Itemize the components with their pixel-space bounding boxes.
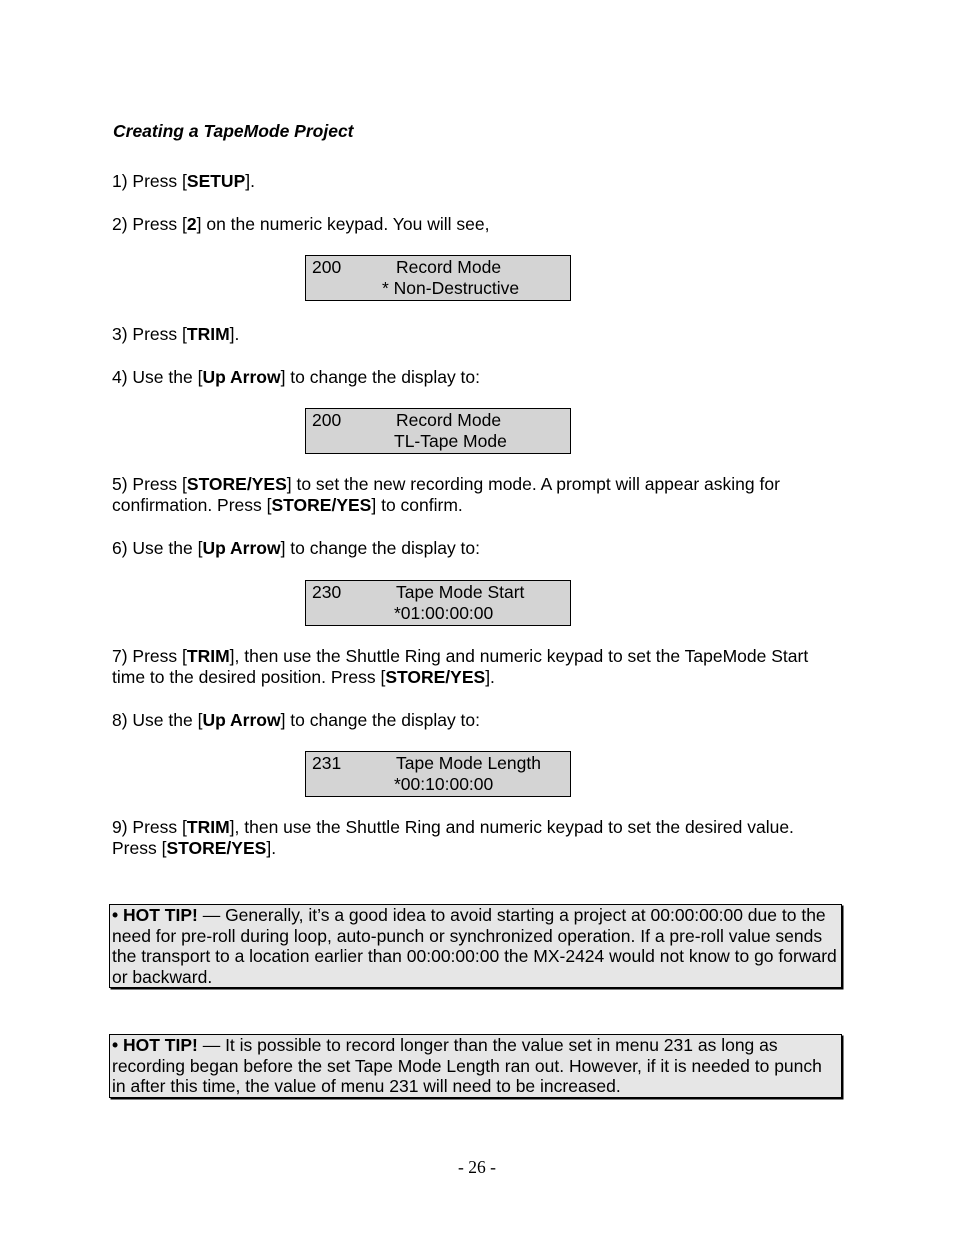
step-text: ], then use the Shuttle Ring and numeric keypad to set the desired value. Press [: [112, 817, 794, 858]
key-up-arrow: Up Arrow: [202, 367, 281, 387]
step-text: ] to confirm.: [371, 495, 463, 515]
menu-value: TL-Tape Mode: [394, 431, 507, 451]
step-text: ] on the numeric keypad. You will see,: [196, 214, 490, 234]
lcd-display-3: [305, 580, 571, 626]
key-store-yes: STORE/YES: [271, 495, 372, 515]
hot-tip-label: • HOT TIP!: [112, 905, 198, 925]
menu-name: Tape Mode Start: [396, 582, 525, 602]
key-store-yes: STORE/YES: [186, 474, 287, 494]
step-text: 1) Press [: [112, 171, 187, 191]
menu-number: 231: [312, 753, 342, 773]
menu-number: 200: [312, 410, 342, 430]
key-setup: SETUP: [186, 171, 246, 191]
key-store-yes: STORE/YES: [166, 838, 267, 858]
menu-value: * Non-Destructive: [382, 278, 520, 298]
step-text: ].: [245, 171, 255, 191]
key-trim: TRIM: [186, 646, 230, 666]
step-text: ], then use the Shuttle Ring and numeric keypad to set the TapeMode Start time to the desired position. Press [: [112, 646, 809, 687]
hot-tip-text: — Generally, it’s a good idea to avoid starting a project at 00:00:00:00 due to the need for pre-roll during loop, auto-punch or synchronized operation. If a pre-roll value sends the transport to a location earlier than 00:00:00:00 the MX-2424 would not know to go forward or backward.: [112, 905, 837, 987]
step-text: 8) Use the [: [112, 710, 203, 730]
step-text: 9) Press [: [112, 817, 187, 837]
menu-name: Record Mode: [396, 257, 502, 277]
step-text: ] to change the display to:: [280, 710, 481, 730]
page-number: - 26 -: [458, 1157, 496, 1177]
step-5: [112, 474, 852, 516]
lcd-display-1: [305, 255, 571, 301]
hot-tip-box-2: [109, 1034, 842, 1098]
section-title: Creating a TapeMode Project: [113, 121, 354, 141]
step-7: [112, 646, 832, 688]
step-text: 4) Use the [: [112, 367, 203, 387]
menu-number: 230: [312, 582, 342, 602]
lcd-display-4: [305, 751, 571, 797]
key-2: 2: [186, 214, 197, 234]
menu-name: Tape Mode Length: [396, 753, 541, 773]
step-text: ] to change the display to:: [280, 367, 481, 387]
menu-name: Record Mode: [396, 410, 502, 430]
step-text: ].: [485, 667, 495, 687]
step-4: [112, 367, 480, 388]
step-9: [112, 817, 812, 859]
step-text: 6) Use the [: [112, 538, 203, 558]
step-text: ].: [229, 324, 240, 344]
step-8: [112, 710, 480, 731]
step-3: [112, 324, 239, 345]
menu-value: *00:10:00:00: [394, 774, 494, 794]
key-store-yes: STORE/YES: [385, 667, 486, 687]
step-text: ].: [266, 838, 277, 858]
hot-tip-text: — It is possible to record longer than the value set in menu 231 as long as recording began before the set Tape Mode Length ran out. However, if it is needed to punch in after this time, the value of menu 231 will need to be increased.: [112, 1035, 822, 1096]
lcd-display-2: [305, 408, 571, 454]
step-text: 7) Press [: [112, 646, 187, 666]
step-text: 5) Press [: [112, 474, 187, 494]
step-text: ] to change the display to:: [280, 538, 481, 558]
step-1: [112, 171, 255, 192]
step-6: [112, 538, 480, 559]
step-text: 3) Press [: [112, 324, 187, 344]
key-trim: TRIM: [186, 324, 230, 344]
hot-tip-box-1: [109, 904, 842, 988]
step-2: [112, 214, 489, 235]
menu-number: 200: [312, 257, 342, 277]
menu-value: *01:00:00:00: [394, 603, 494, 623]
key-up-arrow: Up Arrow: [202, 710, 281, 730]
step-text: 2) Press [: [112, 214, 187, 234]
key-up-arrow: Up Arrow: [202, 538, 281, 558]
hot-tip-label: • HOT TIP!: [112, 1035, 198, 1055]
key-trim: TRIM: [186, 817, 230, 837]
step-text: ] to set the new recording mode. A prompt will appear asking for confirmation. Press [: [112, 474, 780, 515]
